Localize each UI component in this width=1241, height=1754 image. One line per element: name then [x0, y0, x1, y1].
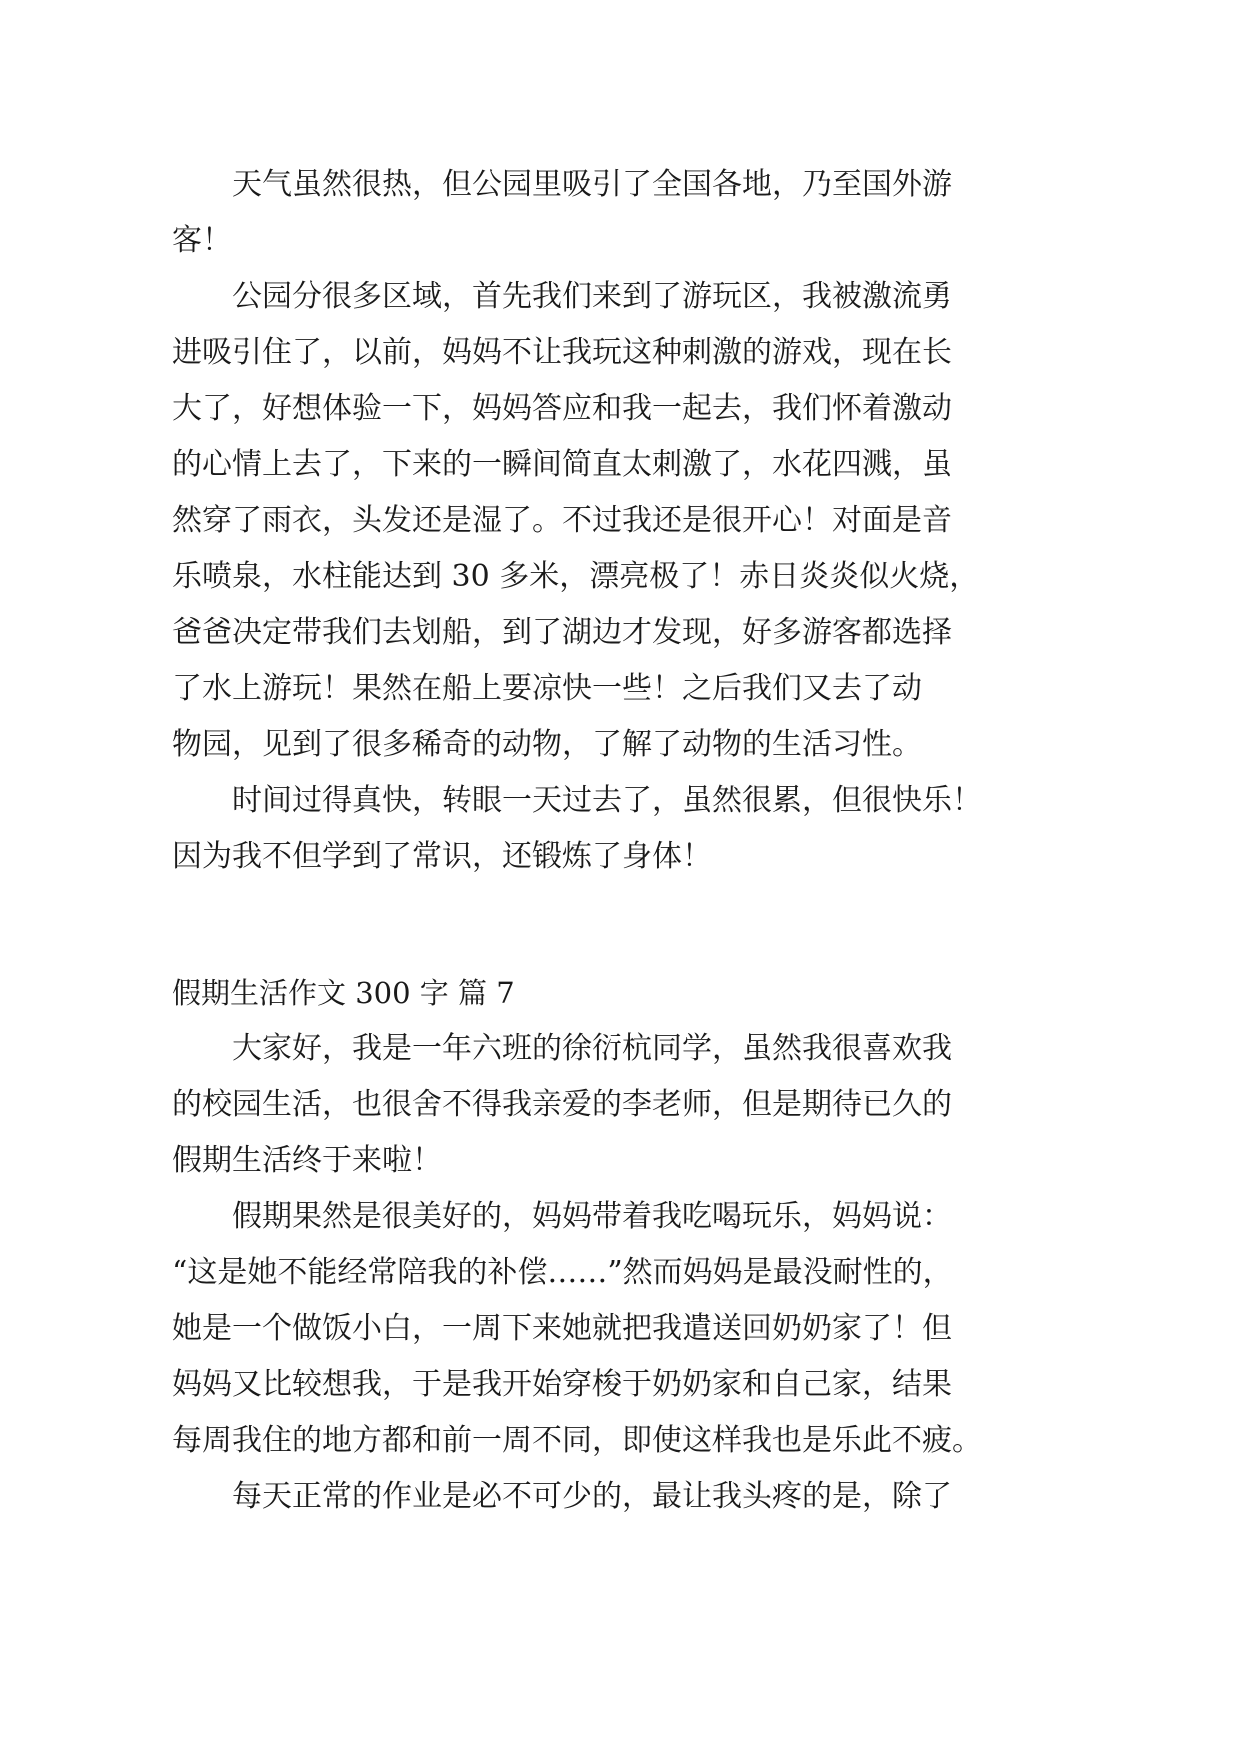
paragraph-line: 她是一个做饭小白，一周下来她就把我遣送回奶奶家了！但 — [172, 1311, 952, 1346]
paragraph-line: 乐喷泉，水柱能达到 30 多米，漂亮极了！赤日炎炎似火烧， — [172, 559, 980, 594]
paragraph-line: 爸爸决定带我们去划船，到了湖边才发现，好多游客都选择 — [172, 615, 952, 650]
paragraph-line: 客！ — [172, 223, 232, 258]
paragraph-line: 时间过得真快，转眼一天过去了，虽然很累，但很快乐！ — [232, 783, 982, 818]
paragraph-line: 妈妈又比较想我，于是我开始穿梭于奶奶家和自己家，结果 — [172, 1367, 952, 1402]
paragraph-line: 的校园生活，也很舍不得我亲爱的李老师，但是期待已久的 — [172, 1087, 952, 1122]
paragraph-line: 进吸引住了，以前，妈妈不让我玩这种刺激的游戏，现在长 — [172, 335, 952, 370]
paragraph-line: 了水上游玩！果然在船上要凉快一些！之后我们又去了动 — [172, 671, 922, 706]
paragraph-line: 每周我住的地方都和前一周不同，即使这样我也是乐此不疲。 — [172, 1423, 982, 1458]
paragraph-line: 天气虽然很热，但公园里吸引了全国各地，乃至国外游 — [232, 167, 952, 202]
paragraph-line: 因为我不但学到了常识，还锻炼了身体！ — [172, 839, 712, 874]
paragraph-line: “这是她不能经常陪我的补偿……”然而妈妈是最没耐性的， — [172, 1255, 953, 1290]
paragraph-line: 的心情上去了，下来的一瞬间简直太刺激了，水花四溅，虽 — [172, 447, 952, 482]
paragraph-line: 大了，好想体验一下，妈妈答应和我一起去，我们怀着激动 — [172, 391, 952, 426]
paragraph-line: 假期生活终于来啦！ — [172, 1143, 442, 1178]
section-heading: 假期生活作文 300 字 篇 7 — [172, 976, 515, 1010]
paragraph-line: 物园，见到了很多稀奇的动物，了解了动物的生活习性。 — [172, 727, 922, 762]
paragraph-line: 大家好，我是一年六班的徐衍杭同学，虽然我很喜欢我 — [232, 1031, 952, 1066]
paragraph-line: 每天正常的作业是必不可少的，最让我头疼的是，除了 — [232, 1479, 952, 1514]
paragraph-line: 公园分很多区域，首先我们来到了游玩区，我被激流勇 — [232, 279, 952, 314]
paragraph-line: 假期果然是很美好的，妈妈带着我吃喝玩乐，妈妈说： — [232, 1199, 952, 1234]
paragraph-line: 然穿了雨衣，头发还是湿了。不过我还是很开心！对面是音 — [172, 503, 952, 538]
